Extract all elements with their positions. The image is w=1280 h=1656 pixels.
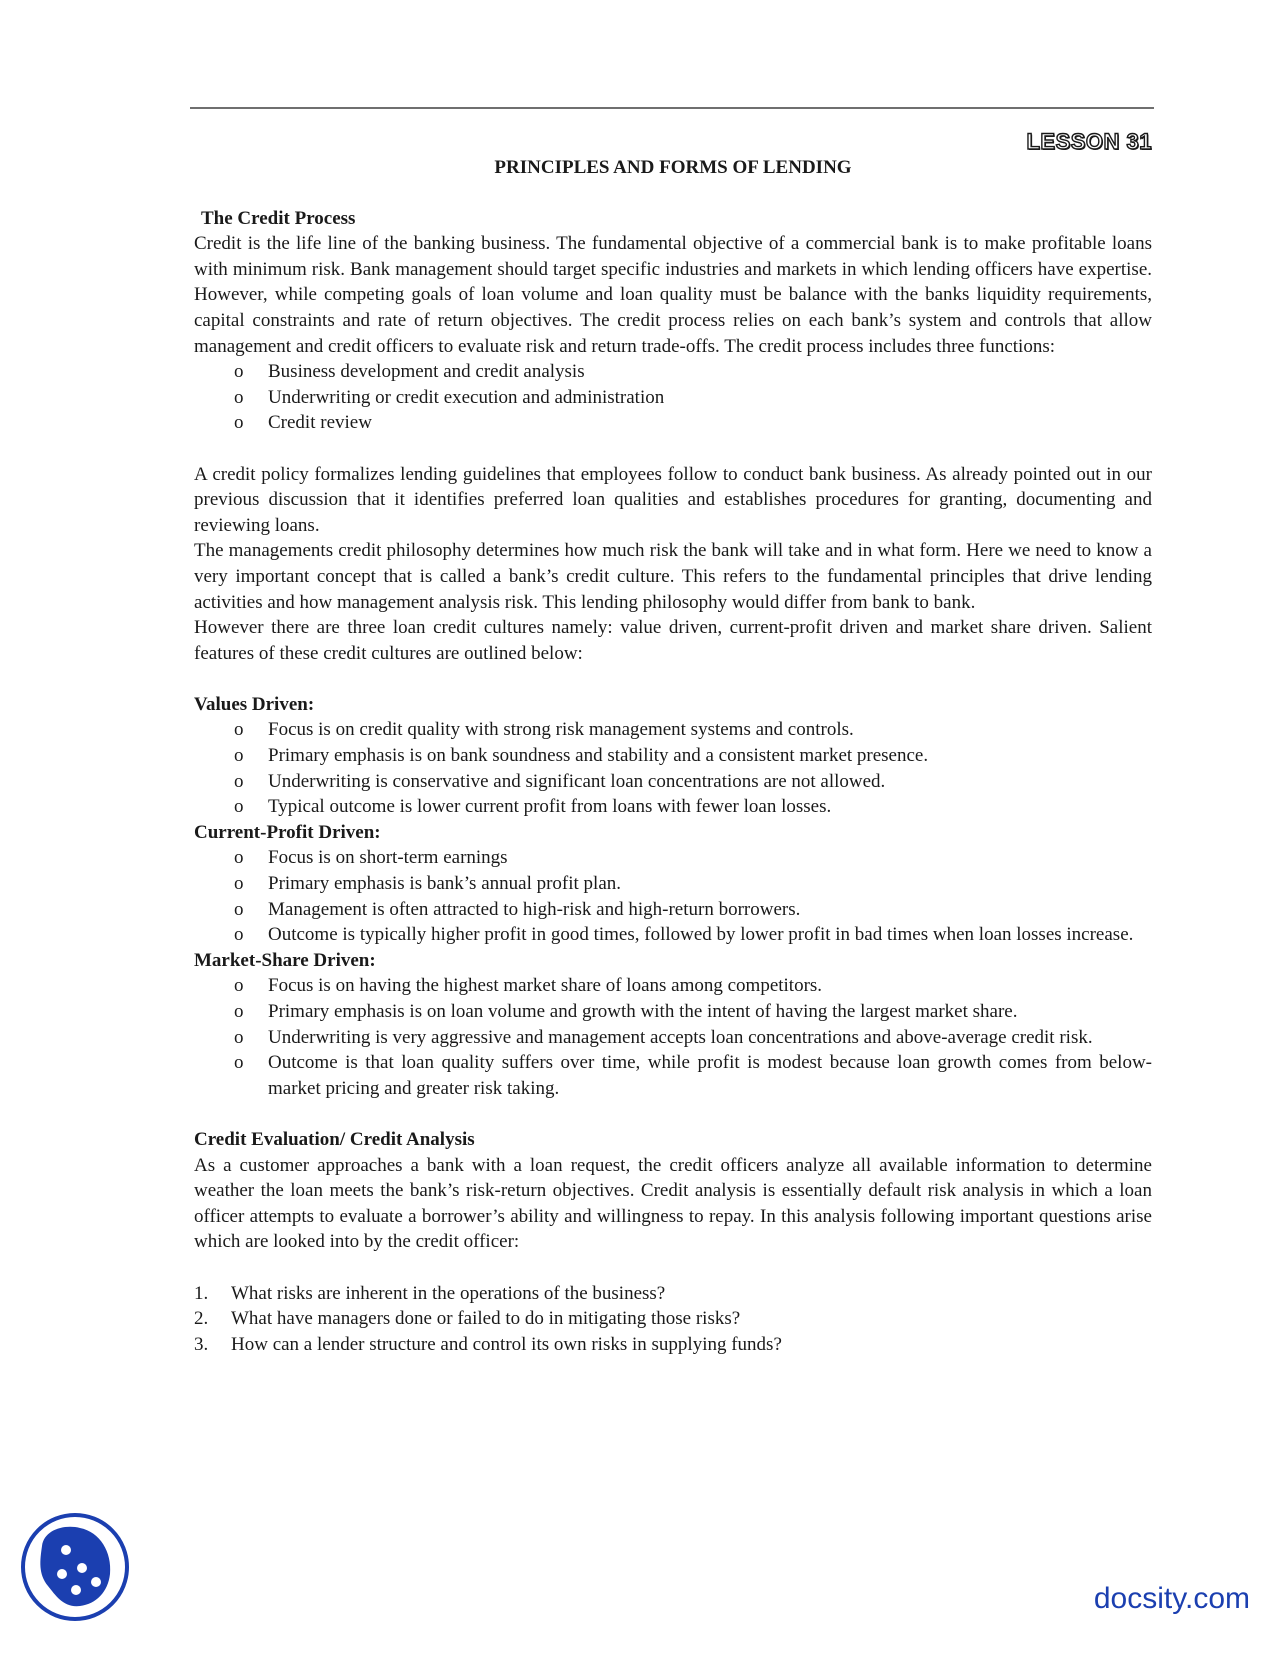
list-item: o Management is often attracted to high-risk and high-return borrowers. [194,897,1152,923]
list-item: o Typical outcome is lower current profit from loans with fewer loan losses. [194,794,1152,820]
list-item: o Underwriting is conservative and significant loan concentrations are not allowed. [194,769,1152,795]
list-item: 2. What have managers done or failed to do in mitigating those risks? [194,1306,1152,1332]
bullet-marker: o [234,412,244,434]
lesson-label: LESSON 31 [1026,129,1152,154]
values-driven-list [194,717,1152,819]
paragraph-credit-cultures: However there are three loan credit cultures namely: value driven, current-profit driven and market share driven. Salient features of these credit cultures are outlined below: [194,617,1152,664]
bullet-marker: o [234,386,244,408]
list-item: 3. How can a lender structure and control its own risks in supplying funds? [194,1332,1152,1358]
list-number: 3. [194,1333,209,1355]
bullet-marker: o [234,898,244,920]
paragraph-credit-policy: A credit policy formalizes lending guidelines that employees follow to conduct bank business. As already pointed out in our previous discussion that it identifies preferred loan qualities and establishes procedures for granting, documenting and reviewing loans. [194,463,1152,536]
list-number: 2. [194,1308,209,1330]
bullet-marker: o [234,796,244,818]
list-item: o Underwriting or credit execution and administration [194,385,1152,411]
list-item: o Focus is on short-term earnings [194,845,1152,871]
section-heading-credit-evaluation: Credit Evaluation/ Credit Analysis [194,1128,475,1150]
current-profit-driven-list [194,845,1152,947]
bullet-marker: o [234,361,244,383]
list-item: o Underwriting is very aggressive and management accepts loan concentrations and above-average credit risk. [194,1025,1152,1051]
list-number: 1. [194,1282,209,1304]
list-item: o Focus is on credit quality with strong risk management systems and controls. [194,717,1152,743]
paragraph-credit-philosophy: The managements credit philosophy determines how much risk the bank will take and in what form. Here we need to know a very important concept that is called a bank’s credit culture. This refers to the fundamental principles that drive lending activities and how management analysis risk. This lending philosophy would differ from bank to bank. [194,540,1152,613]
functions-list [194,359,1152,436]
bullet-marker: o [234,924,244,946]
paragraph-credit-process: Credit is the life line of the banking business. The fundamental objective of a commercial bank is to make profitable loans with minimum risk. Bank management should target specific industries and markets in which lending officers have expertise. However, while competing goals of loan volume and loan quality must be balance with the banks liquidity requirements, capital constraints and rate of return objectives. The credit process relies on each bank’s system and controls that allow management and credit officers to evaluate risk and return trade-offs. The credit process includes three functions: [194,233,1152,357]
bullet-marker: o [234,1001,244,1022]
docsity-brand-link[interactable]: docsity.com [1093,1582,1250,1615]
bullet-marker: o [234,975,244,997]
header-rule [190,107,1154,109]
list-item: o Outcome is that loan quality suffers over time, while profit is modest because loan growth comes from below-market pricing and greater risk taking. [234,1052,1152,1099]
section-heading-current-profit-driven: Current-Profit Driven: [194,821,381,843]
bullet-marker: o [234,745,244,767]
list-item: o Primary emphasis is bank’s annual profit plan. [194,871,1152,897]
list-item: o Outcome is typically higher profit in good times, followed by lower profit in bad times when loan losses increase. [194,922,1152,948]
market-share-driven-list [194,973,1152,1101]
list-item: o Credit review [194,410,1152,436]
section-heading-values-driven: Values Driven: [194,693,315,715]
bullet-marker: o [234,873,244,895]
questions-list [194,1281,1152,1358]
list-item: o Primary emphasis is on bank soundness and stability and a consistent market presence. [194,743,1152,769]
bullet-marker: o [234,1052,244,1074]
bullet-marker: o [234,770,244,792]
docsity-logo-icon[interactable] [20,1512,130,1622]
document-body [194,155,1152,1357]
paragraph-credit-evaluation: As a customer approaches a bank with a loan request, the credit officers analyze all available information to determine weather the loan meets the bank’s risk-return objectives. Credit analysis is essentially default risk analysis in which a loan officer attempts to evaluate a borrower’s ability and willingness to repay. In this analysis following important questions arise which are looked into by the credit officer: [194,1154,1152,1253]
bullet-marker: o [234,847,244,869]
list-item: o Focus is on having the highest market share of loans among competitors. [194,973,1152,999]
section-heading-credit-process: The Credit Process [201,207,356,229]
page-title: PRINCIPLES AND FORMS OF LENDING [494,157,852,178]
list-item: 1. What risks are inherent in the operations of the business? [194,1281,1152,1307]
section-heading-market-share-driven: Market-Share Driven: [194,949,376,971]
bullet-marker: o [234,719,244,741]
list-item: o Business development and credit analysis [194,359,1152,385]
list-item: o Primary emphasis is on loan volume and growth with the intent of having the largest market share. [194,999,1152,1025]
bullet-marker: o [234,1026,244,1048]
